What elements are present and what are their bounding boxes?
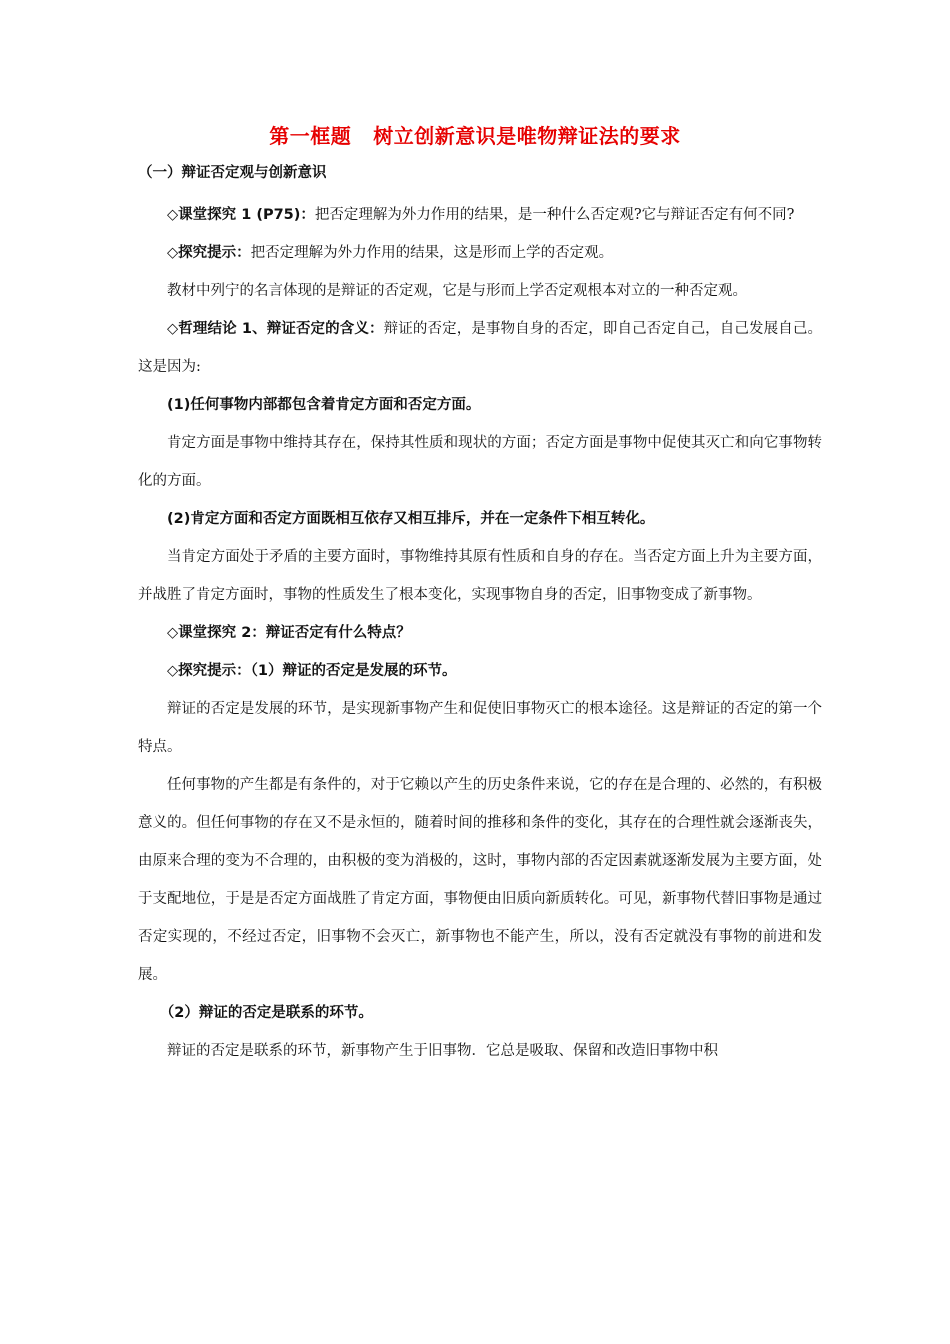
- inquiry-1-text: 把否定理解为外力作用的结果，是一种什么否定观?它与辩证否定有何不同?: [314, 207, 795, 223]
- point-1-heading: (1)任何事物内部都包含着肯定方面和否定方面。: [167, 397, 481, 413]
- paragraph-classroom-inquiry-2: ◇课堂探究 2：辩证否定有什么特点？: [167, 625, 411, 641]
- paragraph-hint-2: [138, 652, 822, 690]
- hint-1-text: 把否定理解为外力作用的结果，这是形而上学的否定观。: [250, 245, 614, 261]
- paragraph-feature-1-detail: 任何事物的产生都是有条件的，对于它赖以产生的历史条件来说，它的存在是合理的、必然的，有积极意义的。但任何事物的存在又不是永恒的，随着时间的推移和条件的变化，其存在的合理性就会逐渐丧失，由原来合理的变为不合理的，由积极的变为消极的，这时，事物内部的否定因素就逐渐发展为主要方面，处于支配地位，于是是否定方面战胜了肯定方面，事物便由旧质向新质转化。可见，新事物代替旧事物是通过否定实现的，不经过否定，旧事物不会灭亡，新事物也不能产生，所以，没有否定就没有事物的前进和发展。: [138, 777, 822, 983]
- feature-2-heading: （2）辩证的否定是联系的环节。: [159, 1005, 373, 1021]
- title-part-1: 第一框题: [269, 124, 352, 148]
- paragraph-point-1: 肯定方面是事物中维持其存在，保持其性质和现状的方面；否定方面是事物中促使其灭亡和向它事物转化的方面。: [138, 435, 822, 489]
- hint-2-text: （1）辩证的否定是发展的环节。: [250, 663, 457, 679]
- paragraph-point-2: 当肯定方面处于矛盾的主要方面时，事物维持其原有性质和自身的存在。当否定方面上升为主要方面，并战胜了肯定方面时，事物的性质发生了根本变化，实现事物自身的否定，旧事物变成了新事物。: [138, 549, 822, 603]
- section-heading-1: （一）辩证否定观与创新意识: [138, 165, 327, 181]
- hint-2-label: ◇探究提示：: [167, 663, 251, 679]
- conclusion-1-label: ◇哲理结论 1、辩证否定的含义：: [167, 321, 384, 337]
- conclusion-1-text: 辩证的否定，是事物自身的否定，即自己否定自己，自己发展自己。这是因为:: [138, 321, 822, 375]
- document-body: [138, 160, 822, 1070]
- paragraph-lenin-quote: 教材中列宁的名言体现的是辩证的否定观，它是与形而上学否定观根本对立的一种否定观。: [167, 283, 747, 299]
- inquiry-1-label: ◇课堂探究 1 (P75)：: [167, 207, 315, 223]
- point-2-heading: (2)肯定方面和否定方面既相互依存又相互排斥，并在一定条件下相互转化。: [167, 511, 655, 527]
- paragraph-classroom-inquiry-1: [138, 196, 822, 234]
- hint-1-label: ◇探究提示：: [167, 245, 251, 261]
- paragraph-feature-2: 辩证的否定是联系的环节，新事物产生于旧事物．它总是吸取、保留和改造旧事物中积: [167, 1043, 718, 1059]
- paragraph-conclusion-1: [138, 310, 822, 386]
- paragraph-feature-1: 辩证的否定是发展的环节，是实现新事物产生和促使旧事物灭亡的根本途径。这是辩证的否定的第一个特点。: [138, 701, 822, 755]
- title-part-2: 树立创新意识是唯物辩证法的要求: [373, 124, 681, 148]
- paragraph-hint-1: [138, 234, 822, 272]
- page-title: [0, 120, 950, 149]
